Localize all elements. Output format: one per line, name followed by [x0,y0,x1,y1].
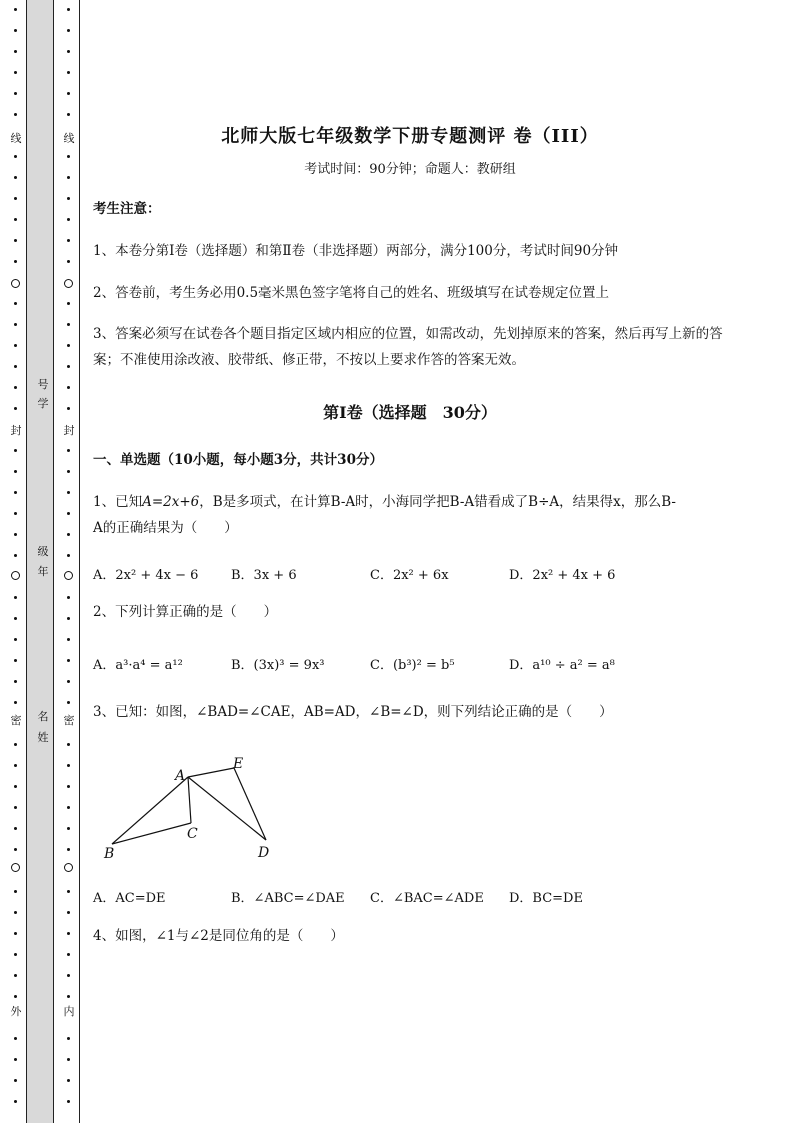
page-subtitle: 考试时间：90分钟；命题人：教研组 [304,162,516,177]
binding-dot [67,932,70,935]
binding-dot [14,554,17,557]
notice-heading: 考生注意： [93,201,161,217]
binding-dot [67,743,70,746]
vertex-label-a: A [175,768,186,784]
binding-dot [14,491,17,494]
binding-band [26,0,54,1123]
binding-margin [0,0,84,1123]
binding-dot [67,239,70,242]
q1-stem-b: A=2x+6 [142,494,200,510]
binding-dot [67,92,70,95]
q2-option-c[interactable]: C．(b³)² = b⁵ [370,658,455,673]
binding-dot [67,953,70,956]
binding-dot [67,449,70,452]
binding-dot [14,113,17,116]
q1-stem-a: 1、已知 [93,494,143,510]
inner-label-nei: 内 [63,1005,75,1018]
outer-label-mi: 密 [10,714,22,727]
binding-dot [67,344,70,347]
binding-dot [67,491,70,494]
binding-dot [14,911,17,914]
q2-option-d[interactable]: D．a¹⁰ ÷ a² = a⁸ [509,658,615,673]
binding-dot [14,449,17,452]
q4-stem: 4、如图，∠1与∠2是同位角的是（ ） [93,928,344,944]
binding-dot [14,995,17,998]
binding-dot [14,71,17,74]
vertex-label-e: E [233,756,244,772]
binding-dot [67,323,70,326]
binding-dot [14,743,17,746]
binding-dot [14,155,17,158]
binding-dot [67,50,70,53]
binding-dot [67,470,70,473]
binding-dot [14,1037,17,1040]
q3-triangle-figure [95,750,295,865]
band-label-xue: 学 [37,397,49,410]
binding-dot [67,365,70,368]
q3-option-c[interactable]: C．∠BAC=∠ADE [370,891,484,906]
binding-dot [67,71,70,74]
vertex-label-c: C [187,826,198,842]
binding-dot [14,323,17,326]
binding-dot [67,806,70,809]
binding-dot [67,386,70,389]
binding-dot [14,512,17,515]
band-label-xing: 姓 [37,731,49,744]
binding-dot [14,365,17,368]
binding-dot [14,239,17,242]
outer-label-wai: 外 [10,1005,22,1018]
binding-dot [67,764,70,767]
binding-dot [67,638,70,641]
q2-stem: 2、下列计算正确的是（ ） [93,604,278,620]
binding-dot [67,29,70,32]
notice-item-3: 3、答案必须写在试卷各个题目指定区域内相应的位置，如需改动，先划掉原来的答案，然后再写上新的答案；不准使用涂改液、胶带纸、修正带，不按以上要求作答的答案无效。 [93,326,723,368]
band-label-ji: 级 [37,545,49,558]
q1-option-d[interactable]: D．2x² + 4x + 6 [509,568,616,583]
section-title: 第I卷（选择题 30分） [323,403,497,422]
q3-option-b[interactable]: B．∠ABC=∠DAE [231,891,345,906]
binding-dot [14,638,17,641]
binding-dot [14,596,17,599]
binding-dot [67,218,70,221]
binding-dot [14,8,17,11]
binding-dot [14,701,17,704]
binding-dot [14,680,17,683]
binding-dot [14,176,17,179]
segment-ad [188,777,266,840]
segment-ed [234,768,266,840]
binding-dot [14,1079,17,1082]
q2-option-a[interactable]: A．a³·a⁴ = a¹² [93,658,183,673]
binding-dot [14,953,17,956]
binding-dot [14,260,17,263]
binding-dot [14,785,17,788]
binding-dot [67,554,70,557]
binding-dot [67,701,70,704]
binding-circle [11,571,20,580]
band-label-nian: 年 [37,565,49,578]
outer-label-xian: 线 [10,132,22,145]
q1-stem-d: A的正确结果为（ ） [93,520,238,536]
binding-dot [67,197,70,200]
binding-dot [67,155,70,158]
q3-option-a[interactable]: A．AC=DE [93,891,166,906]
binding-dot [14,302,17,305]
binding-dot [67,995,70,998]
q1-stem-c: ，B是多项式，在计算B-A时，小海同学把B-A错看成了B÷A，结果得x，那么B- [199,494,676,510]
binding-dot [67,302,70,305]
binding-dot [14,806,17,809]
page-title: 北师大版七年级数学下册专题测评 卷（III） [221,126,599,147]
binding-dot [14,197,17,200]
q1-stem-line1 [93,489,753,515]
binding-dot [14,764,17,767]
binding-circle [11,279,20,288]
inner-label-mi: 密 [63,714,75,727]
binding-circle [64,863,73,872]
inner-label-xian: 线 [63,132,75,145]
binding-dot [14,386,17,389]
binding-dot [67,680,70,683]
binding-circle [11,863,20,872]
binding-dot [67,659,70,662]
binding-dot [14,50,17,53]
binding-dot [67,512,70,515]
vertex-label-b: B [104,846,115,862]
notice-item-2: 2、答卷前，考生务必用0.5毫米黑色签字笔将自己的姓名、班级填写在试卷规定位置上 [93,285,610,301]
binding-dot [14,344,17,347]
binding-dot [67,911,70,914]
part-title: 一、单选题（10小题，每小题3分，共计30分） [93,452,383,468]
binding-dot [14,29,17,32]
band-label-ming: 名 [37,710,49,723]
segment-ac [188,777,191,823]
binding-dot [14,1100,17,1103]
binding-dot [67,596,70,599]
binding-dot [67,848,70,851]
binding-dot [14,617,17,620]
binding-dot [14,932,17,935]
binding-dot [67,8,70,11]
binding-dot [14,92,17,95]
binding-dot [14,470,17,473]
binding-dot [67,827,70,830]
binding-dot [14,533,17,536]
binding-dot [67,407,70,410]
binding-dot [67,785,70,788]
binding-dot [14,1058,17,1061]
binding-dot [67,1058,70,1061]
binding-dot [14,659,17,662]
segment-ae [188,768,234,777]
binding-circle [64,571,73,580]
q1-option-c[interactable]: C．2x² + 6x [370,568,449,583]
inner-label-feng: 封 [63,424,75,437]
q2-option-b[interactable]: B．(3x)³ = 9x³ [231,658,325,673]
binding-dot [67,113,70,116]
binding-dot [67,974,70,977]
binding-dot [67,1100,70,1103]
binding-dot [67,1079,70,1082]
binding-dot [14,848,17,851]
binding-circle [64,279,73,288]
vertex-label-d: D [258,845,270,861]
band-label-hao: 号 [37,378,49,391]
binding-rule [79,0,80,1123]
binding-dot [14,218,17,221]
binding-dot [67,176,70,179]
binding-dot [67,617,70,620]
outer-label-feng: 封 [10,424,22,437]
binding-dot [67,260,70,263]
binding-dot [67,890,70,893]
binding-dot [67,533,70,536]
binding-dot [14,974,17,977]
q1-option-b[interactable]: B．3x + 6 [231,568,297,583]
q1-option-a[interactable]: A．2x² + 4x − 6 [93,568,199,583]
q3-option-d[interactable]: D．BC=DE [509,891,583,906]
notice-item-1: 1、本卷分第I卷（选择题）和第Ⅱ卷（非选择题）两部分，满分100分，考试时间90分钟 [93,243,619,259]
binding-dot [67,1037,70,1040]
binding-dot [14,890,17,893]
binding-dot [14,827,17,830]
binding-dot [14,407,17,410]
q3-stem: 3、已知：如图，∠BAD=∠CAE，AB=AD，∠B=∠D，则下列结论正确的是（ ） [93,704,613,720]
